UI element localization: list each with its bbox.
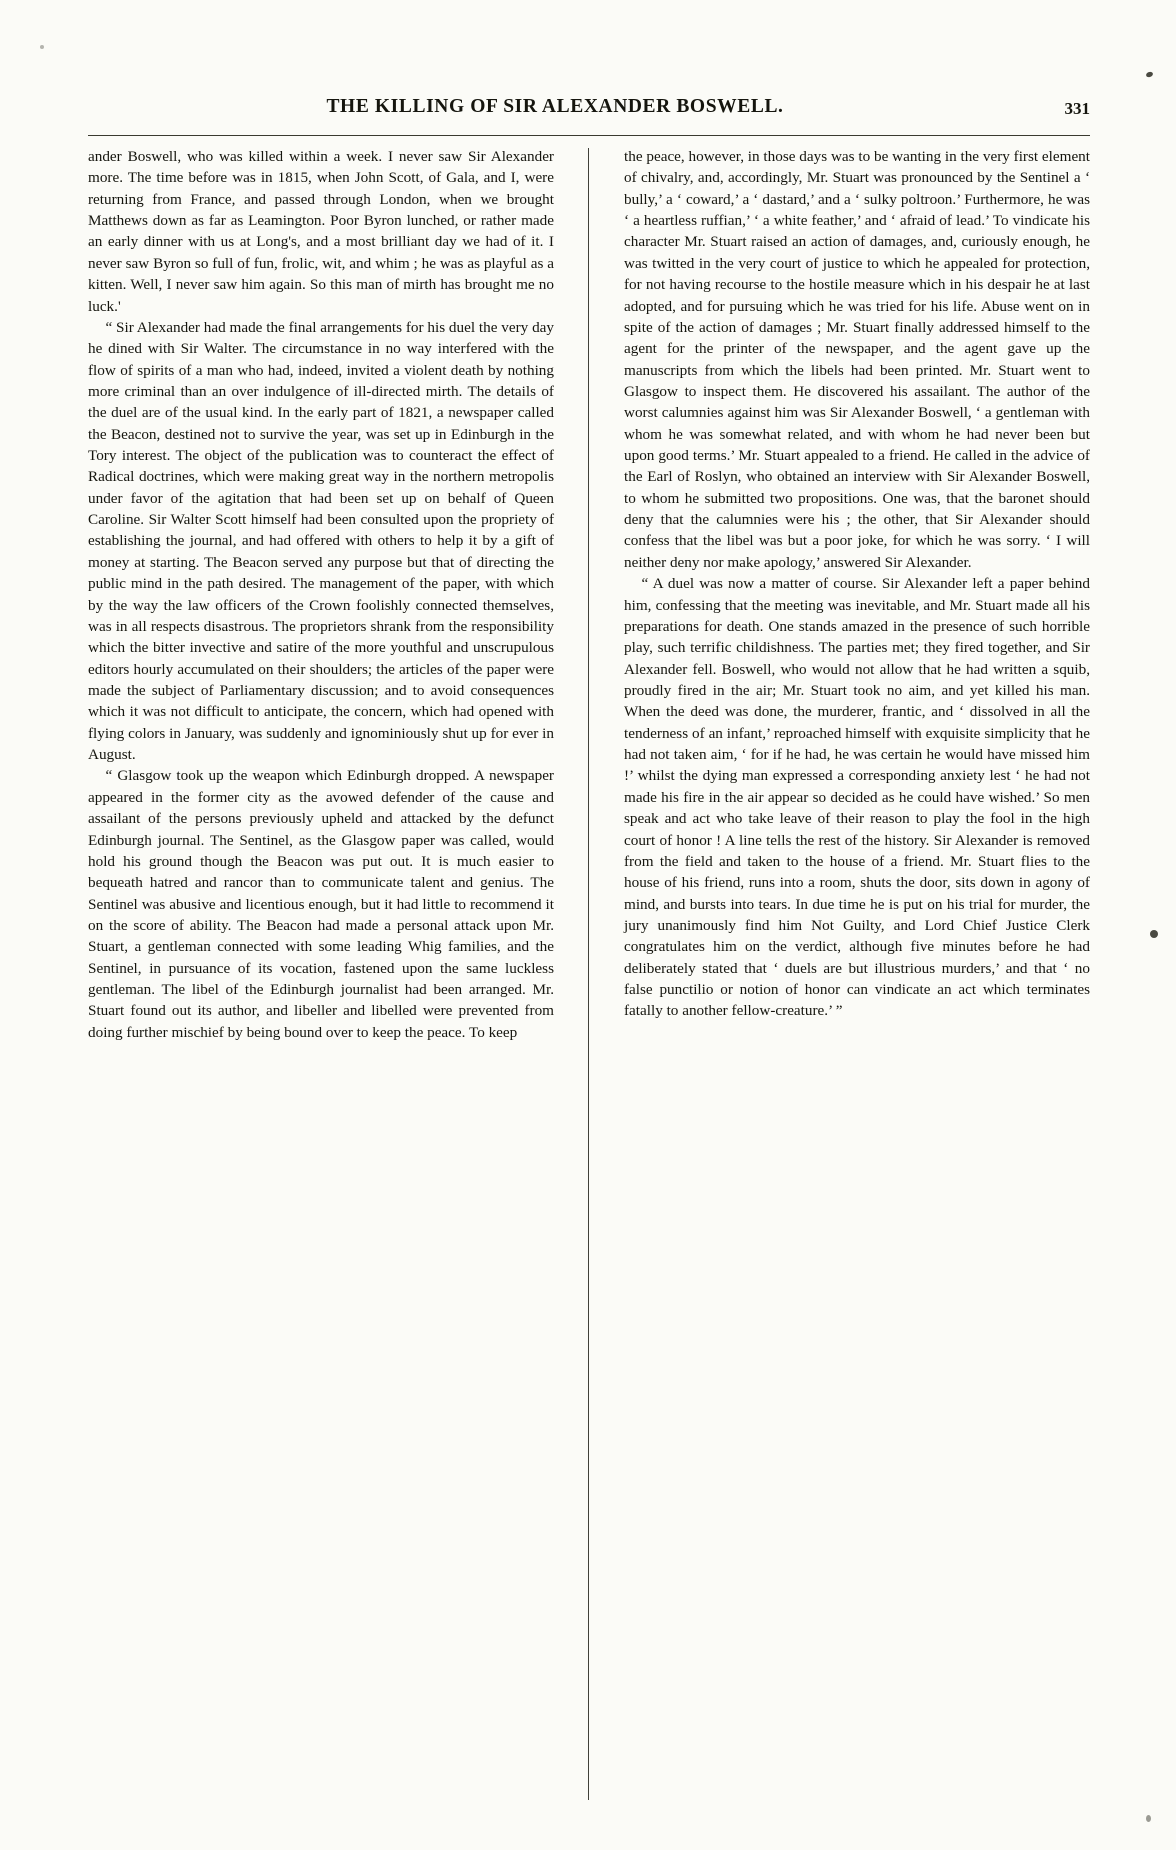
scan-artifact-speck xyxy=(1150,930,1158,938)
right-column xyxy=(624,146,1090,1022)
page-number: 331 xyxy=(1064,99,1090,118)
running-head: THE KILLING OF SIR ALEXANDER BOSWELL. xyxy=(326,96,784,117)
paragraph: “ Glasgow took up the weapon which Edinburgh dropped. A newspaper appeared in the former city as the avowed defender of the cause and assailant of the persons previously upheld and attacked by the defunct Edinburgh journal. The Sentinel, as the Glasgow paper was called, would hold his ground though the Beacon was put out. It is much easier to bequeath hatred and rancor than to communicate talent and genius. The Sentinel was abusive and licentious enough, but it had little to recommend it on the score of ability. The Beacon had made a personal attack upon Mr. Stuart, a gentleman connected with some leading Whig families, and the Sentinel, in pursuance of its vocation, fastened upon the same luckless gentleman. The libel of the Edinburgh journalist had been arranged. Mr. Stuart found out its author, and libeller and libelled were prevented from doing further mischief by being bound over to keep the peace. To keep xyxy=(88,767,554,1041)
paragraph: ander Boswell, who was killed within a week. I never saw Sir Alexander more. The time before was in 1815, when John Scott, of Gala, and I, were returning from France, and passed through London, when we brought Matthews down as far as Leamington. Poor Byron lunched, or rather made an early dinner with us at Long's, and a most brilliant day we had of it. I never saw Byron so full of fun, frolic, wit, and whim ; he was as playful as a kitten. Well, I never saw him again. So this man of mirth has brought me no luck.' xyxy=(88,148,554,315)
body-columns xyxy=(88,146,1090,1806)
paragraph: the peace, however, in those days was to be wanting in the very first element of chivalry, and, accordingly, Mr. Stuart was pronounced by the Sentinel a ‘ bully,’ a ‘ coward,’ a ‘ dastard,’ and a ‘ sulky poltroon.’ Furthermore, he was ‘ a heartless ruffian,’ ‘ a white feather,’ and ‘ afraid of lead.’ To vindicate his character Mr. Stuart raised an action of damages, and, curiously enough, he was twitted in the very court of justice to which he appealed for protection, for not having recourse to the hostile measure which in his despair he at last adopted, and for pursuing which he was tried for his life. Abuse went on in spite of the action of damages ; Mr. Stuart finally addressed himself to the agent for the printer of the newspaper, and the agent gave up the manuscripts from which the libels had been printed. Mr. Stuart went to Glasgow to inspect them. He discovered his assailant. The author of the worst calumnies against him was Sir Alexander Boswell, ‘ a gentleman with whom he was somewhat related, and with whom he had never been but upon good terms.’ Mr. Stuart appealed to a friend. He called in the advice of the Earl of Roslyn, who obtained an interview with Sir Alexander Boswell, to whom he submitted two propositions. One was, that the baronet should deny that the calumnies were his ; the other, that Sir Alexander should confess that the libel was but a poor joke, for which he was sorry. ‘ I will neither deny nor make apology,’ answered Sir Alexander. xyxy=(624,148,1090,571)
header-rule xyxy=(88,135,1090,136)
scan-artifact-speck xyxy=(1146,1815,1151,1822)
left-column xyxy=(88,146,554,1043)
paragraph: “ Sir Alexander had made the final arrangements for his duel the very day he dined with Sir Walter. The circumstance in no way interfered with the flow of spirits of a man who had, indeed, invited a violent death by nothing more criminal than an over indulgence of ill-directed mirth. The details of the duel are of the usual kind. In the early part of 1821, a newspaper called the Beacon, destined not to survive the year, was set up in Edinburgh in the Tory interest. The object of the publication was to counteract the effect of Radical doctrines, which were making great way in the northern metropolis under favor of the agitation that had been set up on behalf of Queen Caroline. Sir Walter Scott himself had been consulted upon the propriety of establishing the journal, and had offered with others to help it by a gift of money at starting. The Beacon served any purpose but that of directing the public mind in the path desired. The management of the paper, with which by the way the law officers of the Crown foolishly connected themselves, was in all respects disastrous. The proprietors shrank from the responsibility which the bitter invective and satire of the more youthful and unscrupulous editors hourly accumulated on their shoulders; the articles of the paper were made the subject of Parliamentary discussion; and to avoid consequences which it was not difficult to anticipate, the concern, which had opened with flying colors in January, was suddenly and ignominiously shut up for ever in August. xyxy=(88,318,554,764)
page-header xyxy=(90,96,1090,126)
column-divider xyxy=(588,148,589,1800)
scan-artifact-speck xyxy=(40,45,44,49)
paragraph: “ A duel was now a matter of course. Sir Alexander left a paper behind him, confessing that the meeting was inevitable, and Mr. Stuart made all his preparations for death. One stands amazed in the presence of such horrible play, such terrific childishness. The parties met; they fired together, and Sir Alexander fell. Boswell, who would not allow that he had written a squib, proudly fired in the air; Mr. Stuart took no aim, and yet killed his man. When the deed was done, the murderer, frantic, and ‘ dissolved in all the tenderness of an infant,’ reproached himself with exquisite simplicity that he had not taken aim, ‘ for if he had, he was certain he would have missed him !’ whilst the dying man expressed a corresponding anxiety lest ‘ he had not made his fire in the air appear so decided as he could have wished.’ So men speak and act who take leave of their reason to play the fool in the high court of honor ! A line tells the rest of the history. Sir Alexander is removed from the field and taken to the house of a friend. Mr. Stuart flies to the house of his friend, runs into a room, shuts the door, sits down in agony of mind, and bursts into tears. In due time he is put on his trial for murder, the jury unanimously find him Not Guilty, and Lord Chief Justice Clerk congratulates him on the verdict, although five minutes before he had deliberately stated that ‘ duels are but illustrious murders,’ and that ‘ no false punctilio or notion of honor can vindicate an act which terminates fatally to another fellow-creature.’ ” xyxy=(624,575,1090,1020)
